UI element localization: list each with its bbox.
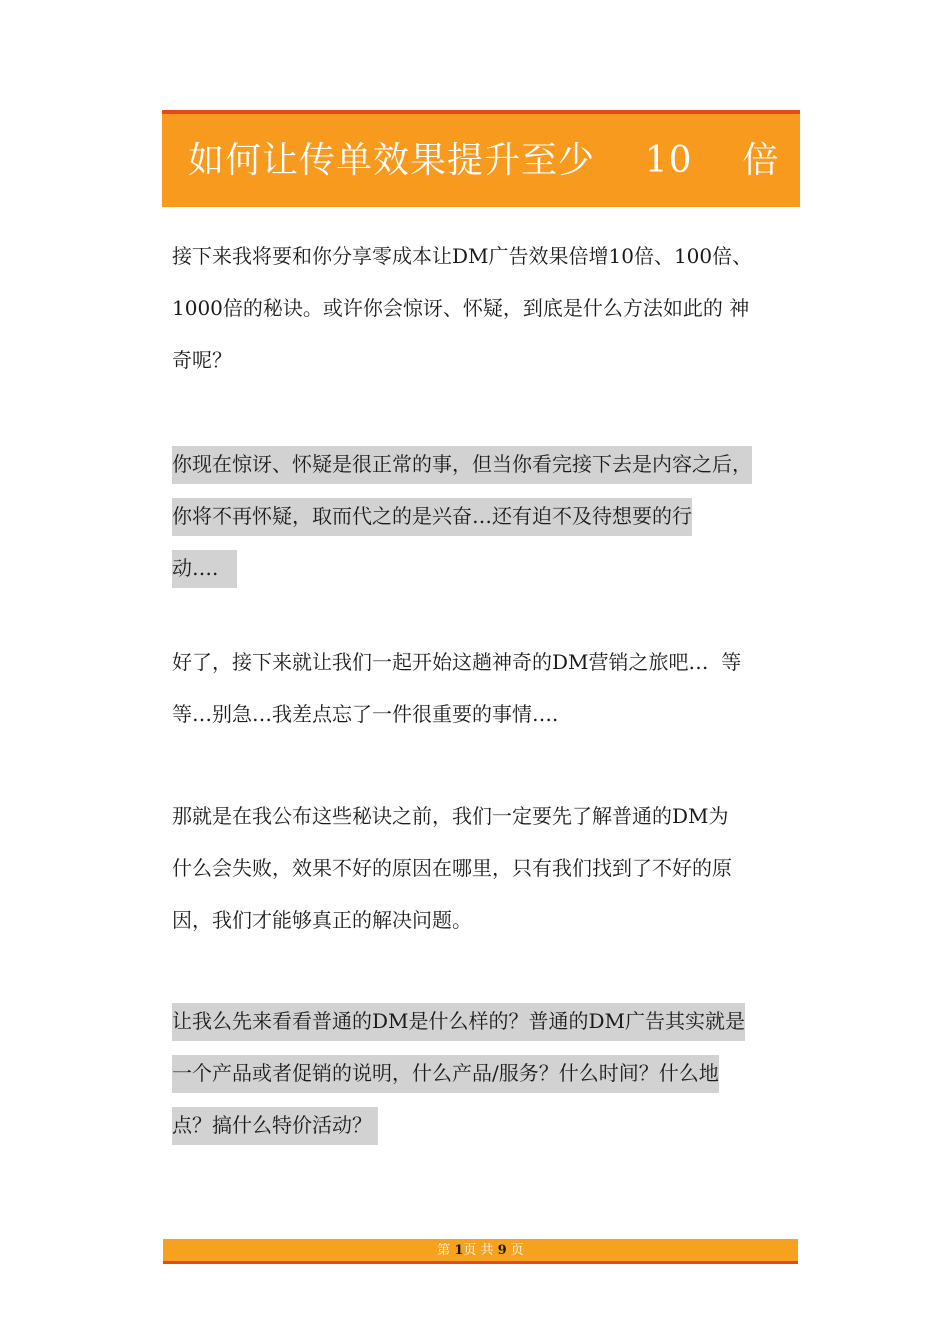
footer-prefix: 第 (437, 1243, 455, 1258)
paragraph-highlight-ordinary-dm (172, 995, 822, 1151)
paragraph-journey (172, 636, 822, 740)
current-page-number: 1 (454, 1243, 464, 1258)
footer-suffix: 页 (506, 1243, 524, 1258)
text-line: 动…. (172, 550, 237, 588)
text-line: 1000倍的秘诀。或许你会惊讶、怀疑，到底是什么方法如此的 神 (172, 296, 750, 320)
title-banner (162, 110, 800, 207)
text-line: 你将不再怀疑，取而代之的是兴奋…还有迫不及待想要的行 (172, 498, 692, 536)
text-line: 什么会失败，效果不好的原因在哪里，只有我们找到了不好的原 (172, 856, 732, 880)
text-line: 奇呢？ (172, 348, 232, 372)
text-line: 因，我们才能够真正的解决问题。 (172, 908, 472, 932)
paragraph-intro (172, 230, 822, 386)
document-title: 如何让传单效果提升至少 10 倍 (188, 140, 780, 181)
text-line: 让我么先来看看普通的DM是什么样的？普通的DM广告其实就是 (172, 1003, 745, 1041)
paragraph-failure-reasons (172, 790, 822, 946)
page-number-label (437, 1243, 524, 1258)
text-line: 一个产品或者促销的说明，什么产品/服务？什么时间？什么地 (172, 1055, 719, 1093)
total-pages-number: 9 (497, 1243, 507, 1258)
page-footer (163, 1239, 798, 1264)
paragraph-highlight-surprise (172, 438, 822, 594)
text-line: 好了，接下来就让我们一起开始这趟神奇的DM营销之旅吧… 等 (172, 650, 742, 674)
text-line: 点？搞什么特价活动？ (172, 1107, 378, 1145)
text-line: 接下来我将要和你分享零成本让DM广告效果倍增10倍、100倍、 (172, 244, 753, 268)
footer-middle: 页 共 (463, 1243, 498, 1258)
text-line: 你现在惊讶、怀疑是很正常的事，但当你看完接下去是内容之后， (172, 446, 752, 484)
text-line: 等…别急…我差点忘了一件很重要的事情…. (172, 702, 559, 726)
text-line: 那就是在我公布这些秘诀之前，我们一定要先了解普通的DM为 (172, 804, 729, 828)
